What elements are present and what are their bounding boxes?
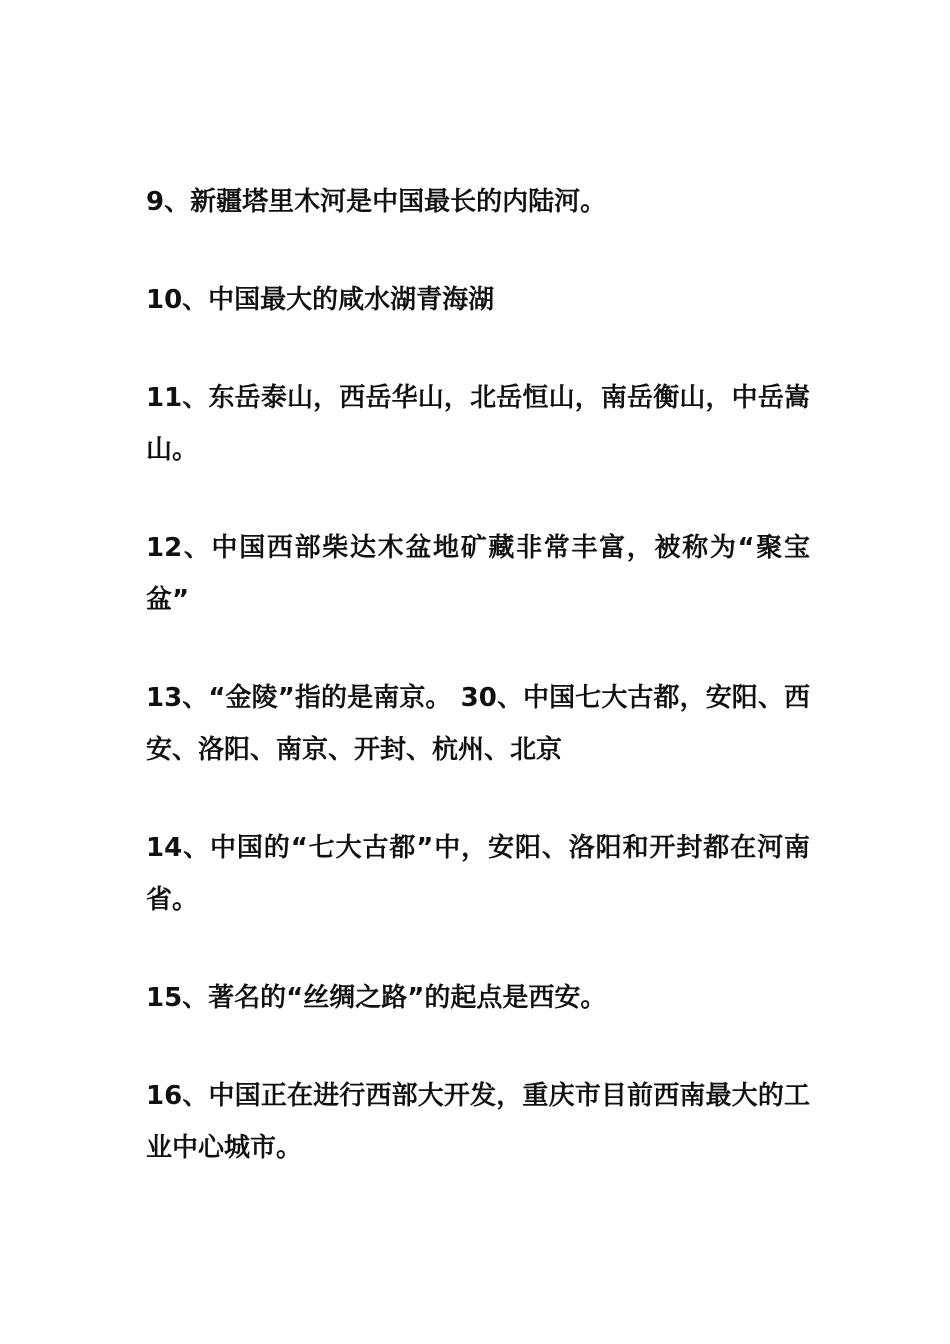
paragraph-12: 12、中国西部柴达木盆地矿藏非常丰富，被称为“聚宝盆” — [146, 533, 810, 615]
paragraph-16: 16、中国正在进行西部大开发，重庆市目前西南最大的工业中心城市。 — [146, 1081, 810, 1163]
document-body — [146, 176, 810, 1220]
paragraph-11: 11、东岳泰山，西岳华山，北岳恒山，南岳衡山，中岳嵩山。 — [146, 383, 810, 465]
paragraph-10: 10、中国最大的咸水湖青海湖 — [146, 285, 495, 315]
paragraph-9: 9、新疆塔里木河是中国最长的内陆河。 — [146, 187, 607, 217]
paragraph-15: 15、著名的“丝绸之路”的起点是西安。 — [146, 983, 607, 1013]
paragraph-13: 13、“金陵”指的是南京。 30、中国七大古都，安阳、西安、洛阳、南京、开封、杭州、北京 — [146, 683, 810, 765]
paragraph-14: 14、中国的“七大古都”中，安阳、洛阳和开封都在河南省。 — [146, 833, 810, 915]
